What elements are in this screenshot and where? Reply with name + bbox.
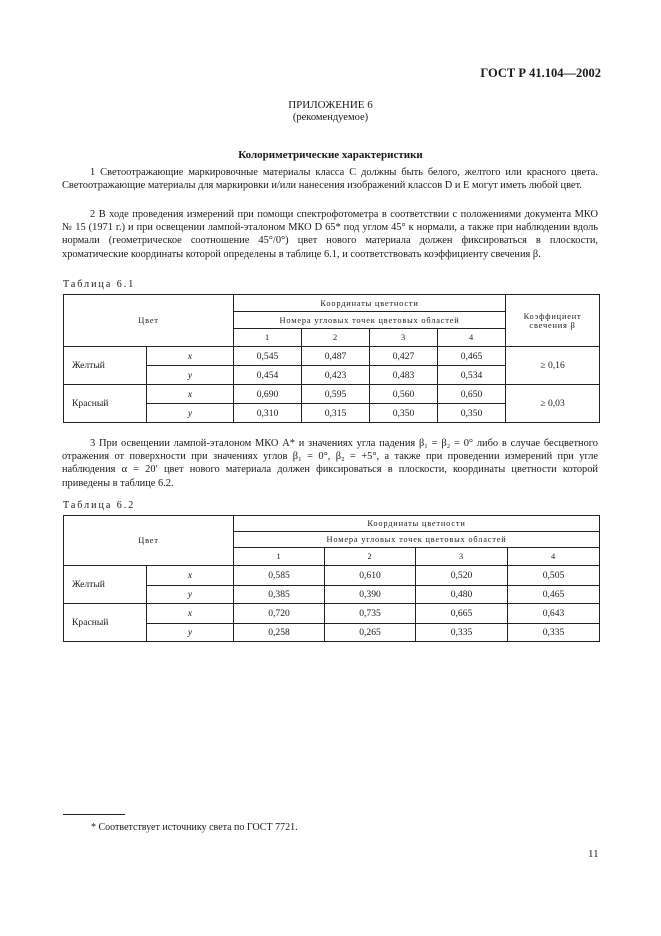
table-6-2-caption: Таблица 6.2 <box>63 500 136 511</box>
color-name: Желтый <box>64 347 147 385</box>
value-cell: 0,545 <box>234 347 302 366</box>
page-number: 11 <box>588 848 599 860</box>
coefficient-value: ≥ 0,03 <box>506 385 600 423</box>
value-cell: 0,534 <box>438 366 506 385</box>
value-cell: 0,487 <box>302 347 370 366</box>
value-cell: 0,350 <box>438 404 506 423</box>
table-row <box>64 385 600 404</box>
table-6-1 <box>63 294 600 423</box>
footnote: * Соответствует источнику света по ГОСТ 7721. <box>91 822 298 833</box>
header-coordinates: Координаты цветности <box>234 516 600 532</box>
value-cell: 0,520 <box>416 566 508 586</box>
table-row <box>64 566 600 586</box>
appendix-subtitle: (рекомендуемое) <box>292 112 369 123</box>
coefficient-value: ≥ 0,16 <box>506 347 600 385</box>
point-number: 3 <box>416 548 508 566</box>
value-cell: 0,595 <box>302 385 370 404</box>
value-cell: 0,315 <box>302 404 370 423</box>
value-cell: 0,720 <box>234 604 325 624</box>
value-cell: 0,258 <box>234 624 325 642</box>
value-cell: 0,505 <box>508 566 600 586</box>
value-cell: 0,335 <box>508 624 600 642</box>
value-cell: 0,643 <box>508 604 600 624</box>
color-name: Желтый <box>64 566 147 604</box>
value-cell: 0,483 <box>370 366 438 385</box>
color-name: Красный <box>64 604 147 642</box>
value-cell: 0,310 <box>234 404 302 423</box>
value-cell: 0,390 <box>325 586 416 604</box>
header-coordinates: Координаты цветности <box>234 295 506 312</box>
header-points: Номера угловых точек цветовых областей <box>234 532 600 548</box>
value-cell: 0,480 <box>416 586 508 604</box>
table-row <box>64 347 600 366</box>
value-cell: 0,735 <box>325 604 416 624</box>
value-cell: 0,454 <box>234 366 302 385</box>
header-points: Номера угловых точек цветовых областей <box>234 312 506 329</box>
standard-header: ГОСТ Р 41.104—2002 <box>480 66 601 80</box>
value-cell: 0,350 <box>370 404 438 423</box>
paragraph-2: 2 В ходе проведения измерений при помощи спектрофотометра в соответствии с положениями документа МКО № 15 (1971 г.) и при освещении лампой-эталоном МКО D 65* под углом 45° к нормали, а также при наблюдении вдоль нормали (геометрическое соотношение 45°/0°) цвет нового материала должен фиксироваться в плоскости, хроматические координаты которой определены в таблице 6.1, и соответствовать коэффициенту свечения β. <box>62 209 598 260</box>
footnote-rule <box>63 814 125 815</box>
header-color: Цвет <box>64 516 234 566</box>
paragraph-1: 1 Светоотражающие маркировочные материалы класса С должны быть белого, желтого или красного цвета. Светоотражающие материалы для маркировки и/или нанесения изображений классов D и Е могут иметь любой цвет. <box>62 167 598 192</box>
coord-label-y: y <box>147 366 234 385</box>
value-cell: 0,427 <box>370 347 438 366</box>
appendix-title: ПРИЛОЖЕНИЕ 6 <box>288 99 373 111</box>
value-cell: 0,465 <box>438 347 506 366</box>
paragraph-3: 3 При освещении лампой-эталоном МКО А* и значениях угла падения β₁ = β₂ = 0° либо в случае бесцветного отражения от поверхности при значениях углов β₁ = 0°, β₂ = +5°, а также при проведении измерений при угле наблюдения α = 20′ цвет нового материала должен фиксироваться в плоскости, координаты цветности которой приведены в таблице 6.2. <box>62 438 598 489</box>
coord-label-x: x <box>147 604 234 624</box>
value-cell: 0,610 <box>325 566 416 586</box>
color-name: Красный <box>64 385 147 423</box>
point-number: 1 <box>234 329 302 347</box>
coord-label-y: y <box>147 624 234 642</box>
value-cell: 0,385 <box>234 586 325 604</box>
value-cell: 0,265 <box>325 624 416 642</box>
value-cell: 0,335 <box>416 624 508 642</box>
point-number: 2 <box>302 329 370 347</box>
table-6-2 <box>63 515 600 642</box>
point-number: 4 <box>508 548 600 566</box>
coord-label-x: x <box>147 566 234 586</box>
header-color: Цвет <box>64 295 234 347</box>
section-title: Колориметрические характеристики <box>238 149 423 161</box>
point-number: 1 <box>234 548 325 566</box>
point-number: 4 <box>438 329 506 347</box>
coord-label-y: y <box>147 404 234 423</box>
table-row <box>64 604 600 624</box>
point-number: 2 <box>325 548 416 566</box>
value-cell: 0,665 <box>416 604 508 624</box>
coord-label-x: x <box>147 347 234 366</box>
value-cell: 0,465 <box>508 586 600 604</box>
value-cell: 0,690 <box>234 385 302 404</box>
coord-label-x: x <box>147 385 234 404</box>
point-number: 3 <box>370 329 438 347</box>
value-cell: 0,585 <box>234 566 325 586</box>
coord-label-y: y <box>147 586 234 604</box>
table-6-1-caption: Таблица 6.1 <box>63 279 136 290</box>
value-cell: 0,423 <box>302 366 370 385</box>
header-coefficient: Коэффициент свечения β <box>506 295 600 347</box>
value-cell: 0,560 <box>370 385 438 404</box>
value-cell: 0,650 <box>438 385 506 404</box>
